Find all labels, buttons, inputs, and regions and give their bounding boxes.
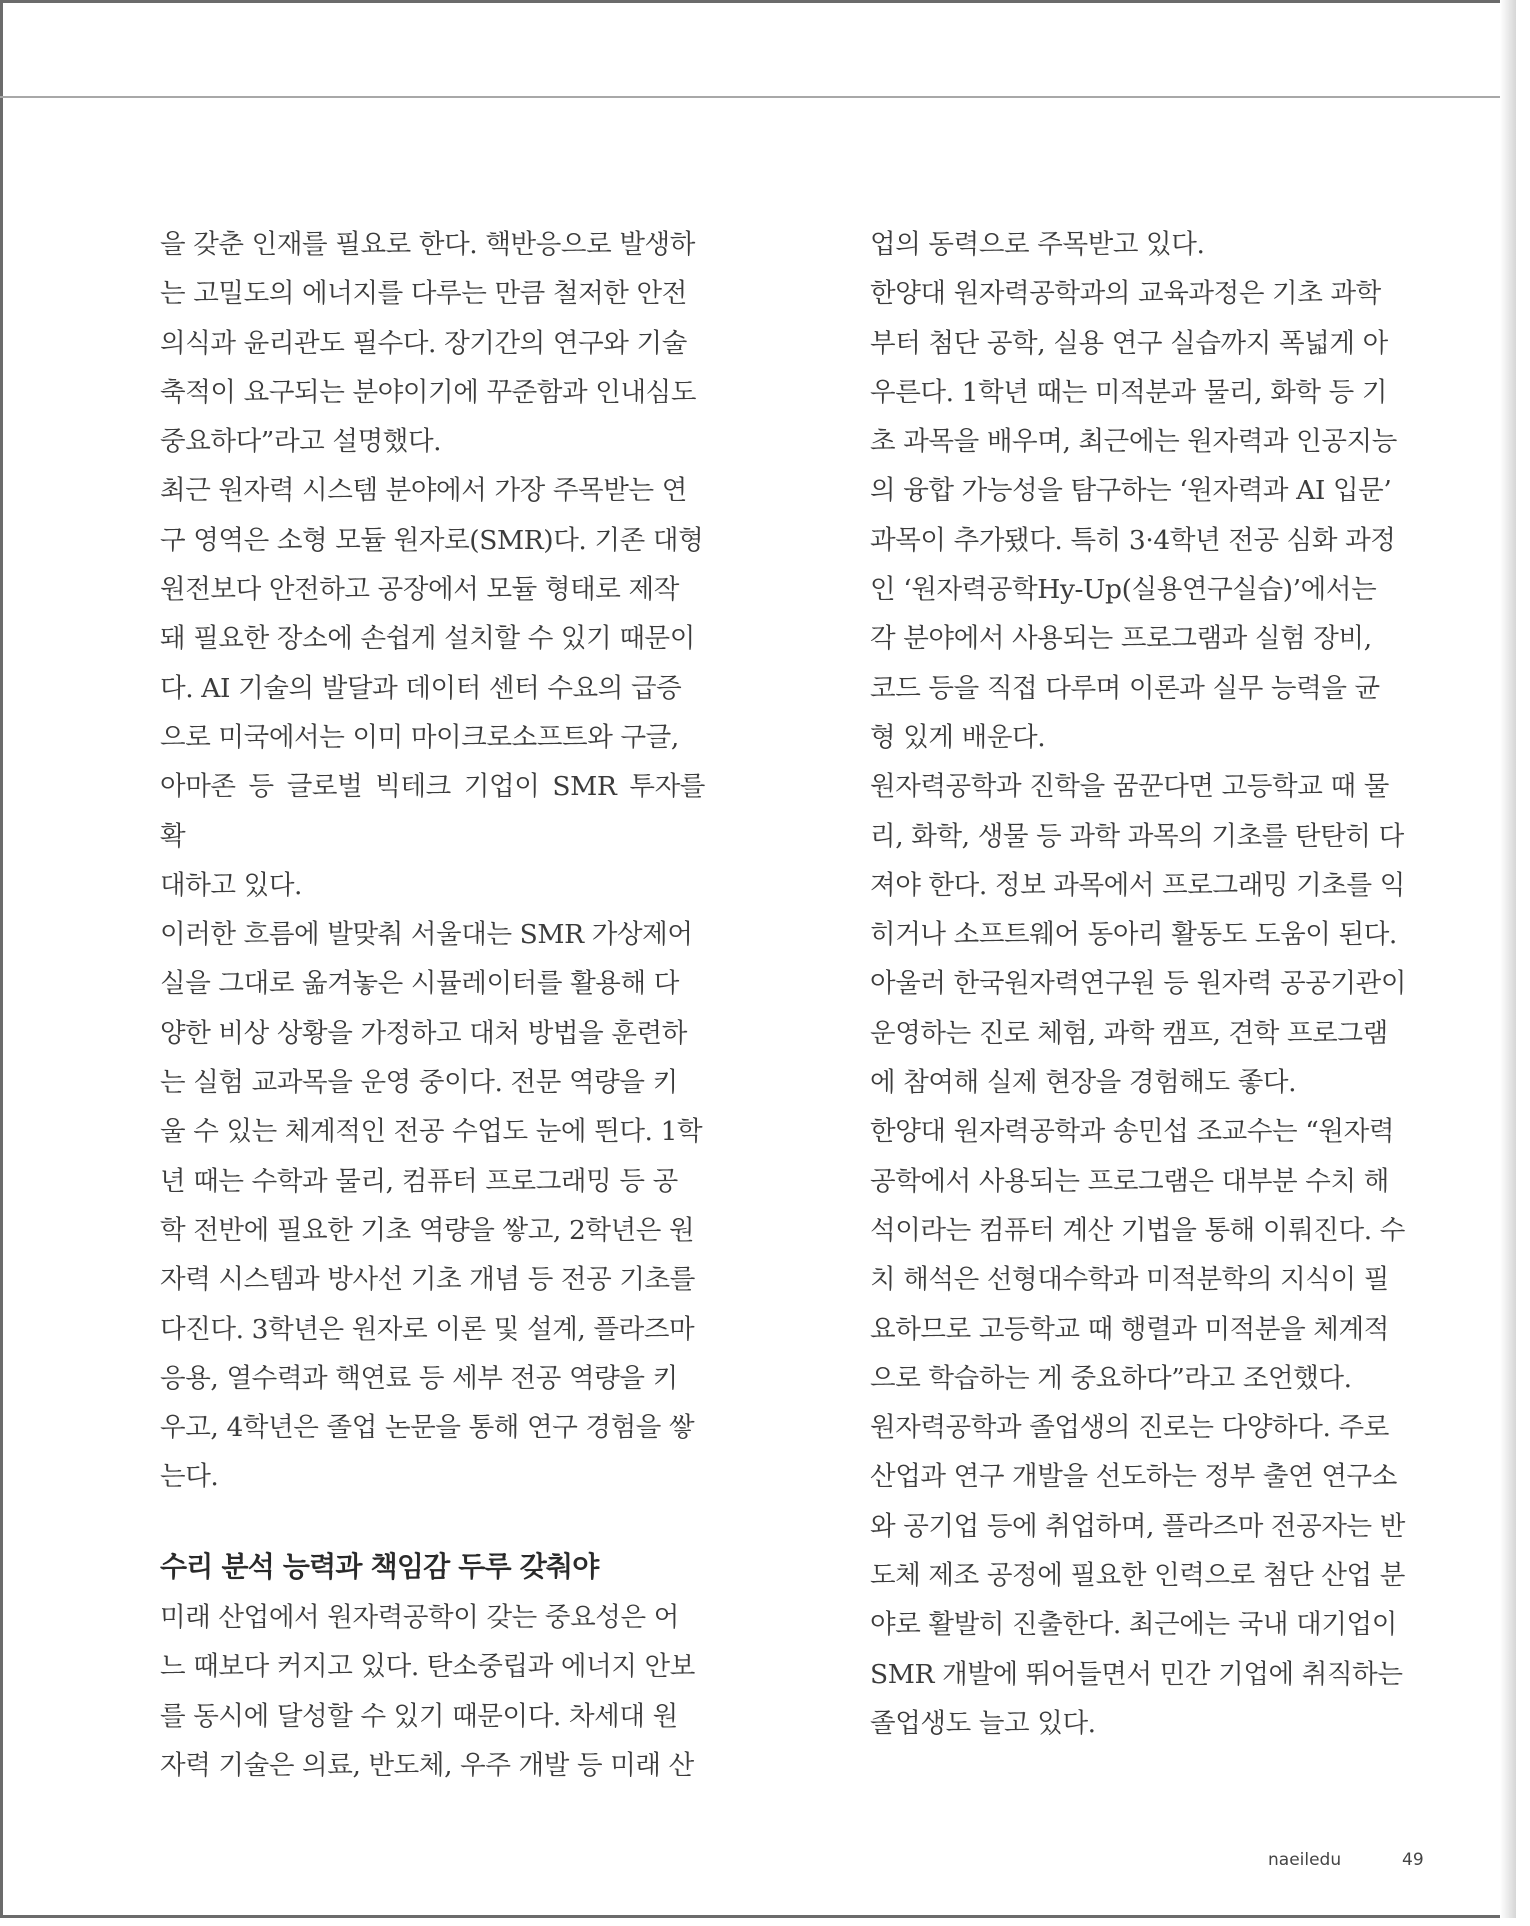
- page-top-divider: [0, 96, 1516, 98]
- right-column: [870, 220, 1415, 1748]
- body-paragraph: 한양대 원자력공학과의 교육과정은 기초 과학 부터 첨단 공학, 실용 연구 실습까지 폭넓게 아 우른다. 1학년 때는 미적분과 물리, 화학 등 기 초 과목을 배우며, 최근에는 원자력과 인공지능 의 융합 가능성을 탐구하는 ‘원자력과 AI 입문’ 과목이 추가됐다. 특히 3·4학년 전공 심화 과정 인 ‘원자력공학Hy-Up(실용연구실습)’에서는 각 분야에서 사용되는 프로그램과 실험 장비, 코드 등을 직접 다루며 이론과 실무 능력을 균 형 있게 배운다.: [870, 278, 1397, 753]
- body-paragraph: 최근 원자력 시스템 분야에서 가장 주목받는 연 구 영역은 소형 모듈 원자로(SMR)다. 기존 대형 원전보다 안전하고 공장에서 모듈 형태로 제작 돼 필요한 장소에 손쉽게 설치할 수 있기 때문이 다. AI 기술의 발달과 데이터 센터 수요의 급증 으로 미국에서는 이미 마이크로소프트와 구글, 아마존 등 글로벌 빅테크 기업이 SMR 투자를 확 대하고 있다.: [160, 475, 705, 901]
- footer-brand: naeiledu: [1268, 1850, 1342, 1870]
- section-heading: 수리 분석 능력과 책임감 두루 갖춰야: [160, 1549, 599, 1583]
- body-paragraph: 업의 동력으로 주목받고 있다.: [870, 229, 1205, 260]
- body-paragraph: 한양대 원자력공학과 송민섭 조교수는 “원자력 공학에서 사용되는 프로그램은 대부분 수치 해 석이라는 컴퓨터 계산 기법을 통해 이뤄진다. 수 치 해석은 선형대수학과 미적분학의 지식이 필 요하므로 고등학교 때 행렬과 미적분을 체계적 으로 학습하는 게 중요하다”라고 조언했다.: [870, 1116, 1405, 1394]
- body-paragraph: 미래 산업에서 원자력공학이 갖는 중요성은 어 느 때보다 커지고 있다. 탄소중립과 에너지 안보 를 동시에 달성할 수 있기 때문이다. 차세대 원 자력 기술은 의료, 반도체, 우주 개발 등 미래 산: [160, 1602, 695, 1781]
- body-paragraph: 원자력공학과 졸업생의 진로는 다양하다. 주로 산업과 연구 개발을 선도하는 정부 출연 연구소 와 공기업 등에 취업하며, 플라즈마 전공자는 반 도체 제조 공정에 필요한 인력으로 첨단 산업 분 야로 활발히 진출한다. 최근에는 국내 대기업이 SMR 개발에 뛰어들면서 민간 기업에 취직하는 졸업생도 늘고 있다.: [870, 1412, 1405, 1739]
- page-edge-shadow: [1500, 0, 1516, 1918]
- left-column: [160, 220, 705, 1790]
- body-paragraph: 이러한 흐름에 발맞춰 서울대는 SMR 가상제어 실을 그대로 옮겨놓은 시뮬레이터를 활용해 다 양한 비상 상황을 가정하고 대처 방법을 훈련하 는 실험 교과목을 운영 중이다. 전문 역량을 키 울 수 있는 체계적인 전공 수업도 눈에 띈다. 1학 년 때는 수학과 물리, 컴퓨터 프로그래밍 등 공 학 전반에 필요한 기초 역량을 쌓고, 2학년은 원 자력 시스템과 방사선 기초 개념 등 전공 기초를 다진다. 3학년은 원자로 이론 및 설계, 플라즈마 응용, 열수력과 핵연료 등 세부 전공 역량을 키 우고, 4학년은 졸업 논문을 통해 연구 경험을 쌓 는다.: [160, 919, 703, 1493]
- page-number: 49: [1402, 1850, 1424, 1870]
- body-paragraph: 원자력공학과 진학을 꿈꾼다면 고등학교 때 물 리, 화학, 생물 등 과학 과목의 기초를 탄탄히 다 져야 한다. 정보 과목에서 프로그래밍 기초를 익 히거나 소프트웨어 동아리 활동도 도움이 된다. 아울러 한국원자력연구원 등 원자력 공공기관이 운영하는 진로 체험, 과학 캠프, 견학 프로그램 에 참여해 실제 현장을 경험해도 좋다.: [870, 771, 1407, 1099]
- body-paragraph: 을 갖춘 인재를 필요로 한다. 핵반응으로 발생하 는 고밀도의 에너지를 다루는 만큼 철저한 안전 의식과 윤리관도 필수다. 장기간의 연구와 기술 축적이 요구되는 분야이기에 꾸준함과 인내심도 중요하다”라고 설명했다.: [160, 229, 697, 458]
